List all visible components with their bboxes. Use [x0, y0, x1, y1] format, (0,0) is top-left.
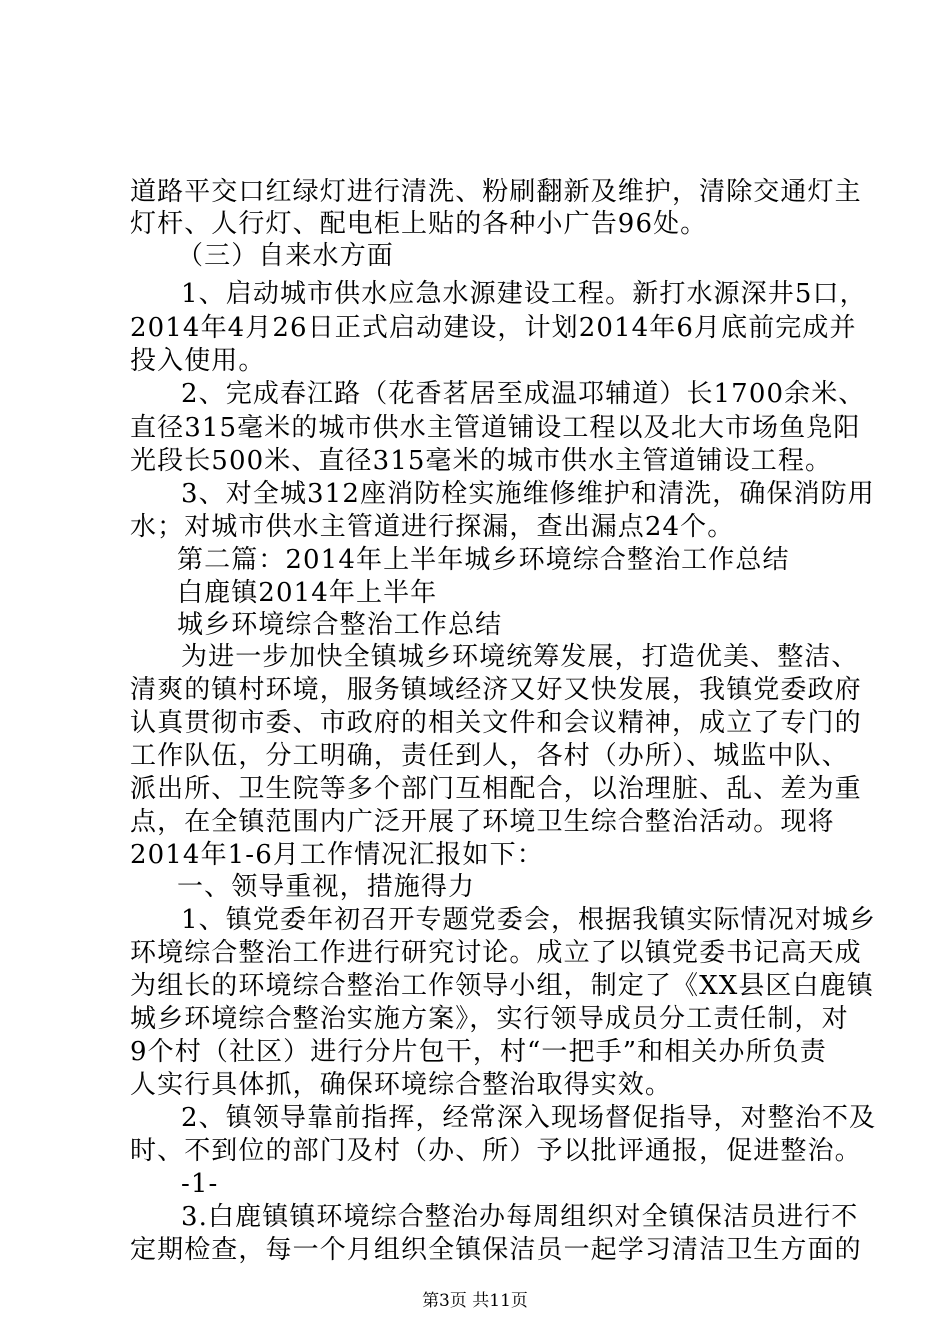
text-line: 光段长500米、直径315毫米的城市供水主管道铺设工程。 — [130, 446, 833, 476]
document-title: 城乡环境综合整治工作总结 — [177, 610, 503, 640]
text-line: 2、镇领导靠前指挥，经常深入现场督促指导，对整治不及 — [181, 1103, 877, 1133]
text-line: 认真贯彻市委、市政府的相关文件和会议精神，成立了专门的 — [130, 708, 862, 738]
text-line: 环境综合整治工作进行研究讨论。成立了以镇党委书记高天成 — [130, 938, 862, 968]
text-line: 2014年1-6月工作情况汇报如下： — [130, 840, 544, 870]
text-line: 3、对全城312座消防栓实施维修维护和清洗，确保消防用 — [181, 479, 875, 509]
text-line: 为进一步加快全镇城乡环境统筹发展，打造优美、整洁、 — [181, 642, 859, 672]
page-footer: 第3页 共11页 — [422, 1291, 528, 1311]
text-line: 道路平交口红绿灯进行清洗、粉刷翻新及维护，清除交通灯主 — [130, 177, 862, 207]
text-line: 2、完成春江路（花香茗居至成温邛辅道）长1700余米、 — [181, 379, 866, 409]
text-line: 清爽的镇村环境，服务镇域经济又好又快发展，我镇党委政府 — [130, 675, 862, 705]
text-line: 灯杆、人行灯、配电柜上贴的各种小广告96处。 — [130, 209, 708, 239]
text-line: 人实行具体抓，确保环境综合整治取得实效。 — [130, 1070, 673, 1100]
text-line: 1、镇党委年初召开专题党委会，根据我镇实际情况对城乡 — [181, 905, 877, 935]
section-heading: （三）自来水方面 — [177, 241, 394, 271]
text-line: 城乡环境综合整治实施方案》，实行领导成员分工责任制，对 — [130, 1004, 849, 1034]
text-line: 3.白鹿镇镇环境综合整治办每周组织对全镇保洁员进行不 — [181, 1202, 859, 1232]
text-line: 9个村（社区）进行分片包干，村“一把手”和相关办所负责 — [130, 1037, 827, 1067]
text-line: 点，在全镇范围内广泛开展了环境卫生综合整治活动。现将 — [130, 807, 835, 837]
text-line: 派出所、卫生院等多个部门互相配合，以治理脏、乱、差为重 — [130, 774, 862, 804]
text-line: 2014年4月26日正式启动建设，计划2014年6月底前完成并 — [130, 313, 857, 343]
text-line: 定期检查，每一个月组织全镇保洁员一起学习清洁卫生方面的 — [130, 1235, 862, 1265]
text-line: 时、不到位的部门及村（办、所）予以批评通报，促进整治。 — [130, 1136, 862, 1166]
text-line: 投入使用。 — [130, 346, 266, 376]
text-line: 1、启动城市供水应急水源建设工程。新打水源深井5口， — [181, 279, 867, 309]
text-line: 直径315毫米的城市供水主管道铺设工程以及北大市场鱼凫阳 — [130, 413, 861, 443]
document-subtitle: 白鹿镇2014年上半年 — [177, 578, 438, 608]
chapter-title: 第二篇：2014年上半年城乡环境综合整治工作总结 — [177, 545, 790, 575]
text-line: 水；对城市供水主管道进行探漏，查出漏点24个。 — [130, 512, 735, 542]
text-line: 工作队伍，分工明确，责任到人，各村（办所）、城监中队、 — [130, 741, 849, 771]
inline-page-marker: -1- — [181, 1169, 219, 1199]
text-line: 为组长的环境综合整治工作领导小组，制定了《XX县区白鹿镇 — [130, 971, 874, 1001]
section-heading: 一、领导重视，措施得力 — [177, 872, 476, 902]
